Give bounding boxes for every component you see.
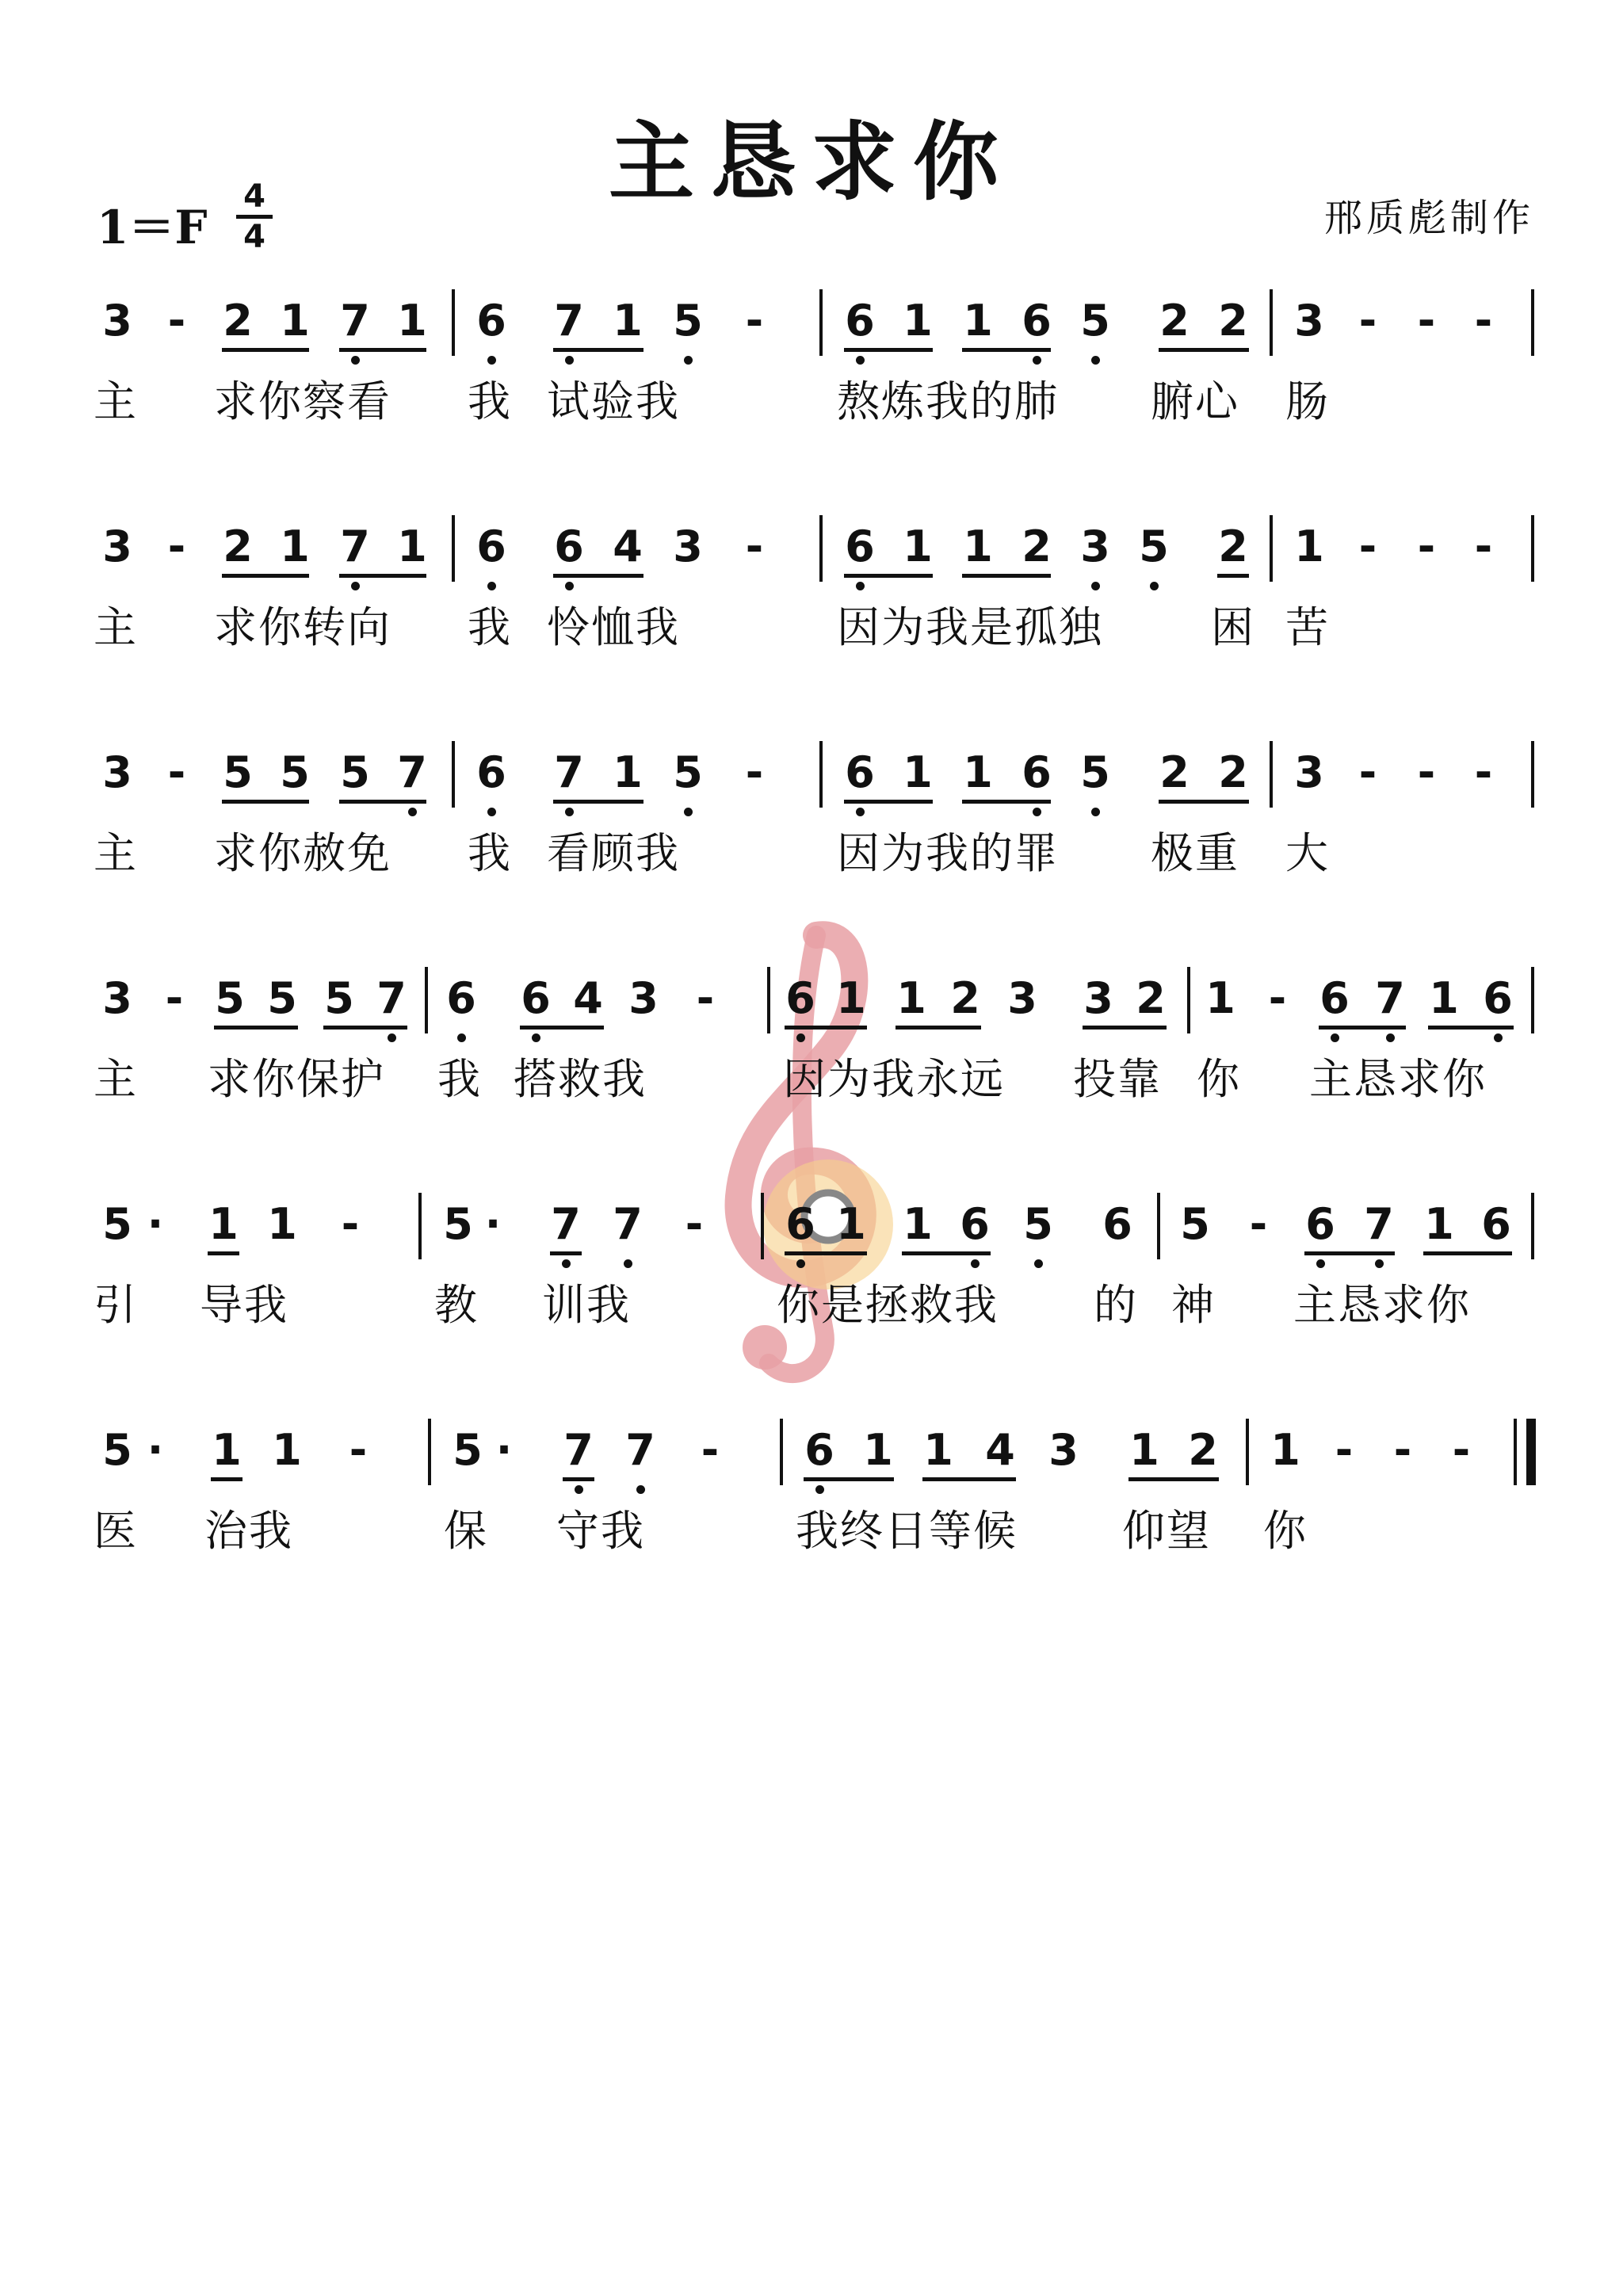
note: 6 — [1102, 1199, 1132, 1249]
underline — [1428, 1026, 1514, 1030]
note: 6 — [476, 296, 506, 346]
underline — [563, 1477, 594, 1481]
note: 2 — [1218, 296, 1248, 346]
note: 1 — [272, 1425, 302, 1475]
lyric: 腑心 — [1151, 376, 1239, 426]
low-octave-dot — [565, 808, 574, 816]
note: 3 — [673, 521, 703, 571]
dash: - — [745, 747, 764, 797]
note: 7 — [613, 1199, 643, 1249]
low-octave-dot — [1091, 808, 1100, 816]
underline — [844, 574, 933, 578]
low-octave-dot — [487, 582, 496, 590]
music-system-5 — [0, 1199, 1623, 1399]
note: 1 — [963, 296, 993, 346]
dash: - — [685, 1199, 704, 1249]
dash: - — [1335, 1425, 1354, 1475]
low-octave-dot — [1375, 1259, 1384, 1268]
note: 5 — [340, 747, 370, 797]
dash: - — [745, 521, 764, 571]
barline — [1270, 515, 1273, 582]
note: 6 — [554, 521, 584, 571]
dash: - — [1249, 1199, 1268, 1249]
note: 4 — [985, 1425, 1015, 1475]
note: 2 — [223, 521, 253, 571]
underline — [222, 800, 309, 804]
music-system-4 — [0, 973, 1623, 1173]
lyric: 我终日等候 — [796, 1506, 1018, 1556]
lyric: 我 — [468, 828, 512, 878]
lyric: 搭救我 — [514, 1054, 647, 1104]
underline — [553, 574, 643, 578]
dash: - — [167, 747, 186, 797]
low-octave-dot — [1034, 1259, 1043, 1268]
lyric: 求你察看 — [214, 376, 391, 426]
note: 5 — [1139, 521, 1169, 571]
low-octave-dot — [408, 808, 417, 816]
dash: - — [701, 1425, 720, 1475]
music-system-2 — [0, 521, 1623, 721]
note: 1 — [280, 521, 310, 571]
underline — [211, 1477, 242, 1481]
lyric: 求你赦免 — [214, 828, 391, 878]
lyric: 主恳求你 — [1293, 1280, 1471, 1330]
note: 6 — [785, 1199, 815, 1249]
note: 3 — [102, 973, 132, 1023]
lyric: 求你保护 — [208, 1054, 385, 1104]
note: 5 — [324, 973, 354, 1023]
note: 2 — [1022, 521, 1052, 571]
underline — [896, 1026, 981, 1030]
underline — [208, 1251, 239, 1255]
note: 3 — [102, 521, 132, 571]
note: 5 — [1180, 1199, 1210, 1249]
barline — [819, 741, 823, 808]
note: 7 — [340, 521, 370, 571]
underline — [922, 1477, 1016, 1481]
lyric: 困 — [1211, 602, 1255, 652]
key-signature: 1＝F — [97, 201, 208, 254]
barline — [819, 515, 823, 582]
low-octave-dot — [856, 582, 865, 590]
lyric: 因为我是孤独 — [837, 602, 1103, 652]
underline — [902, 1251, 991, 1255]
underline — [323, 1026, 407, 1030]
note: 7 — [563, 1425, 594, 1475]
note: 6 — [476, 747, 506, 797]
note: 1 — [1294, 521, 1324, 571]
underline — [962, 800, 1051, 804]
lyric: 守我 — [556, 1506, 645, 1556]
note: 6 — [960, 1199, 990, 1249]
barline — [1270, 741, 1273, 808]
note: 1 — [963, 747, 993, 797]
lyric: 教 — [434, 1280, 479, 1330]
note: 7 — [397, 747, 427, 797]
low-octave-dot — [1494, 1033, 1503, 1042]
note: 6 — [521, 973, 551, 1023]
note: 5 — [673, 747, 703, 797]
note: 1 — [267, 1199, 297, 1249]
note: 6 — [1481, 1199, 1511, 1249]
note: 7 — [1364, 1199, 1394, 1249]
note: 5 — [223, 747, 253, 797]
time-signature-bottom: 4 — [243, 219, 265, 255]
note: 7 — [554, 296, 584, 346]
note: 1 — [397, 296, 427, 346]
lyric: 的 — [1094, 1280, 1138, 1330]
underline — [1423, 1251, 1512, 1255]
low-octave-dot — [351, 356, 360, 365]
note: 3 — [1007, 973, 1037, 1023]
low-octave-dot — [856, 808, 865, 816]
note: 1 — [896, 973, 926, 1023]
song-title: 主恳求你 — [608, 113, 1014, 212]
low-octave-dot — [487, 808, 496, 816]
lyric: 仰望 — [1122, 1506, 1211, 1556]
note: 1 — [836, 973, 866, 1023]
note: 2 — [223, 296, 253, 346]
note: 6 — [1022, 747, 1052, 797]
barline — [767, 967, 770, 1033]
note: 1 — [1205, 973, 1235, 1023]
underline — [1159, 800, 1249, 804]
lyric: 求你转向 — [214, 602, 391, 652]
lyric: 看顾我 — [547, 828, 680, 878]
underline — [1083, 1026, 1167, 1030]
note: 6 — [804, 1425, 834, 1475]
note: 3 — [1294, 296, 1324, 346]
low-octave-dot — [1091, 582, 1100, 590]
barline — [452, 515, 455, 582]
lyric: 投靠 — [1073, 1054, 1162, 1104]
low-octave-dot — [796, 1259, 805, 1268]
dash: - — [1474, 747, 1493, 797]
dash: - — [1417, 296, 1436, 346]
underline — [553, 348, 643, 352]
note: 2 — [1188, 1425, 1218, 1475]
low-octave-dot — [565, 356, 574, 365]
low-octave-dot — [796, 1033, 805, 1042]
barline — [1531, 515, 1534, 582]
note: 1 — [836, 1199, 866, 1249]
low-octave-dot — [487, 356, 496, 365]
underline — [1217, 574, 1249, 578]
lyric: 主恳求你 — [1309, 1054, 1487, 1104]
dash: - — [167, 521, 186, 571]
lyric: 神 — [1171, 1280, 1216, 1330]
low-octave-dot — [636, 1485, 645, 1494]
note: 3 — [102, 747, 132, 797]
note: 1 — [1424, 1199, 1454, 1249]
dash: - — [1268, 973, 1287, 1023]
note: 5 — [102, 1425, 132, 1475]
lyric: 大 — [1285, 828, 1330, 878]
lyric: 试验我 — [547, 376, 680, 426]
note: 5 — [215, 973, 245, 1023]
barline — [1531, 1193, 1534, 1259]
final-barline-thick — [1526, 1419, 1536, 1485]
dash: - — [1417, 521, 1436, 571]
note: 5 — [1080, 747, 1110, 797]
note: 1 — [397, 521, 427, 571]
note: 6 — [1319, 973, 1350, 1023]
low-octave-dot — [971, 1259, 980, 1268]
note: 2 — [950, 973, 980, 1023]
barline — [452, 741, 455, 808]
dash: - — [167, 296, 186, 346]
dash: - — [349, 1425, 368, 1475]
note: 5 — [443, 1199, 473, 1249]
low-octave-dot — [684, 356, 693, 365]
low-octave-dot — [1150, 582, 1159, 590]
composer-credit: 邢质彪制作 — [1323, 196, 1534, 240]
underline — [962, 574, 1051, 578]
note: 7 — [554, 747, 584, 797]
barline — [425, 967, 428, 1033]
dash: - — [1358, 296, 1377, 346]
lyric: 治我 — [204, 1506, 293, 1556]
note: 1 — [903, 747, 933, 797]
note: 5 — [453, 1425, 483, 1475]
dash: - — [1452, 1425, 1471, 1475]
note: 2 — [1159, 747, 1190, 797]
barline — [1270, 289, 1273, 356]
underline — [804, 1477, 894, 1481]
barline — [1531, 289, 1534, 356]
low-octave-dot — [1316, 1259, 1325, 1268]
underline — [214, 1026, 298, 1030]
note: 3 — [1048, 1425, 1079, 1475]
barline — [1246, 1419, 1249, 1485]
lyric: 保 — [444, 1506, 488, 1556]
note: 3 — [628, 973, 659, 1023]
barline — [1187, 967, 1190, 1033]
barline — [780, 1419, 783, 1485]
lyric: 熬炼我的肺 — [837, 376, 1059, 426]
lyric: 苦 — [1285, 602, 1330, 652]
note: 7 — [1375, 973, 1405, 1023]
dash: - — [1474, 296, 1493, 346]
underline — [844, 348, 933, 352]
note: 2 — [1218, 747, 1248, 797]
low-octave-dot — [684, 808, 693, 816]
note: 5 — [673, 296, 703, 346]
augmentation-dot: · — [484, 1199, 502, 1249]
low-octave-dot — [856, 356, 865, 365]
underline — [553, 800, 643, 804]
music-system-1 — [0, 296, 1623, 495]
note: 1 — [963, 521, 993, 571]
lyric: 引 — [94, 1280, 138, 1330]
underline — [222, 574, 309, 578]
augmentation-dot: · — [147, 1199, 164, 1249]
low-octave-dot — [532, 1033, 540, 1042]
lyric: 你 — [1197, 1054, 1241, 1104]
low-octave-dot — [1386, 1033, 1395, 1042]
note: 5 — [1023, 1199, 1053, 1249]
lyric: 主 — [94, 602, 138, 652]
dash: - — [745, 296, 764, 346]
note: 6 — [476, 521, 506, 571]
note: 4 — [573, 973, 603, 1023]
note: 2 — [1159, 296, 1190, 346]
dash: - — [165, 973, 184, 1023]
note: 1 — [1429, 973, 1459, 1023]
note: 1 — [903, 521, 933, 571]
note: 6 — [785, 973, 815, 1023]
underline — [1128, 1477, 1219, 1481]
note: 6 — [446, 973, 476, 1023]
dash: - — [1358, 747, 1377, 797]
lyric: 你是拯救我 — [777, 1280, 999, 1330]
underline — [222, 348, 309, 352]
note: 5 — [267, 973, 297, 1023]
underline — [785, 1026, 867, 1030]
lyric: 训我 — [542, 1280, 631, 1330]
note: 5 — [102, 1199, 132, 1249]
note: 2 — [1218, 521, 1248, 571]
underline — [1319, 1026, 1406, 1030]
note: 4 — [613, 521, 643, 571]
underline — [339, 574, 426, 578]
low-octave-dot — [457, 1033, 466, 1042]
lyric: 主 — [94, 1054, 138, 1104]
barline — [1157, 1193, 1160, 1259]
lyric: 极重 — [1151, 828, 1239, 878]
augmentation-dot: · — [147, 1425, 164, 1475]
note: 6 — [845, 296, 875, 346]
lyric: 医 — [94, 1506, 138, 1556]
low-octave-dot — [1033, 356, 1041, 365]
note: 7 — [340, 296, 370, 346]
time-signature-top: 4 — [243, 178, 265, 215]
augmentation-dot: · — [495, 1425, 513, 1475]
final-barline-thin — [1514, 1419, 1517, 1485]
low-octave-dot — [1091, 356, 1100, 365]
note: 1 — [903, 296, 933, 346]
low-octave-dot — [388, 1033, 396, 1042]
underline — [339, 800, 426, 804]
note: 1 — [903, 1199, 933, 1249]
note: 1 — [923, 1425, 953, 1475]
note: 7 — [551, 1199, 581, 1249]
underline — [785, 1251, 867, 1255]
note: 5 — [1080, 296, 1110, 346]
low-octave-dot — [351, 582, 360, 590]
lyric: 我 — [468, 376, 512, 426]
note: 6 — [1305, 1199, 1335, 1249]
note: 3 — [1294, 747, 1324, 797]
underline — [844, 800, 933, 804]
dash: - — [1358, 521, 1377, 571]
barline — [452, 289, 455, 356]
dash: - — [1417, 747, 1436, 797]
lyric: 你 — [1263, 1506, 1308, 1556]
note: 7 — [376, 973, 407, 1023]
note: 1 — [1270, 1425, 1300, 1475]
music-system-3 — [0, 747, 1623, 947]
dash: - — [1393, 1425, 1412, 1475]
note: 6 — [1483, 973, 1513, 1023]
lyric: 主 — [94, 376, 138, 426]
note: 1 — [208, 1199, 239, 1249]
low-octave-dot — [565, 582, 574, 590]
note: 2 — [1136, 973, 1166, 1023]
underline — [550, 1251, 582, 1255]
underline — [339, 348, 426, 352]
note: 6 — [1022, 296, 1052, 346]
underline — [1304, 1251, 1395, 1255]
note: 1 — [613, 747, 643, 797]
barline — [418, 1193, 422, 1259]
note: 6 — [845, 747, 875, 797]
note: 5 — [280, 747, 310, 797]
lyric: 肠 — [1285, 376, 1330, 426]
low-octave-dot — [575, 1485, 583, 1494]
note: 3 — [1083, 973, 1113, 1023]
note: 7 — [625, 1425, 655, 1475]
low-octave-dot — [1331, 1033, 1339, 1042]
note: 1 — [280, 296, 310, 346]
note: 3 — [102, 296, 132, 346]
dash: - — [696, 973, 715, 1023]
note: 6 — [845, 521, 875, 571]
underline — [962, 348, 1051, 352]
underline — [520, 1026, 604, 1030]
note: 3 — [1080, 521, 1110, 571]
lyric: 我 — [437, 1054, 482, 1104]
low-octave-dot — [1033, 808, 1041, 816]
lyric: 我 — [468, 602, 512, 652]
music-system-6 — [0, 1425, 1623, 1625]
note: 1 — [1129, 1425, 1159, 1475]
underline — [1159, 348, 1249, 352]
note: 1 — [613, 296, 643, 346]
time-signature — [236, 178, 273, 255]
lyric: 怜恤我 — [547, 602, 680, 652]
barline — [819, 289, 823, 356]
note: 1 — [863, 1425, 893, 1475]
barline — [1531, 967, 1534, 1033]
lyric: 导我 — [200, 1280, 288, 1330]
lyric: 因为我永远 — [783, 1054, 1005, 1104]
dash: - — [341, 1199, 360, 1249]
note: 1 — [212, 1425, 242, 1475]
lyric: 主 — [94, 828, 138, 878]
low-octave-dot — [624, 1259, 632, 1268]
barline — [761, 1193, 764, 1259]
low-octave-dot — [815, 1485, 824, 1494]
dash: - — [1474, 521, 1493, 571]
barline — [1531, 741, 1534, 808]
lyric: 因为我的罪 — [837, 828, 1059, 878]
low-octave-dot — [562, 1259, 571, 1268]
barline — [428, 1419, 431, 1485]
